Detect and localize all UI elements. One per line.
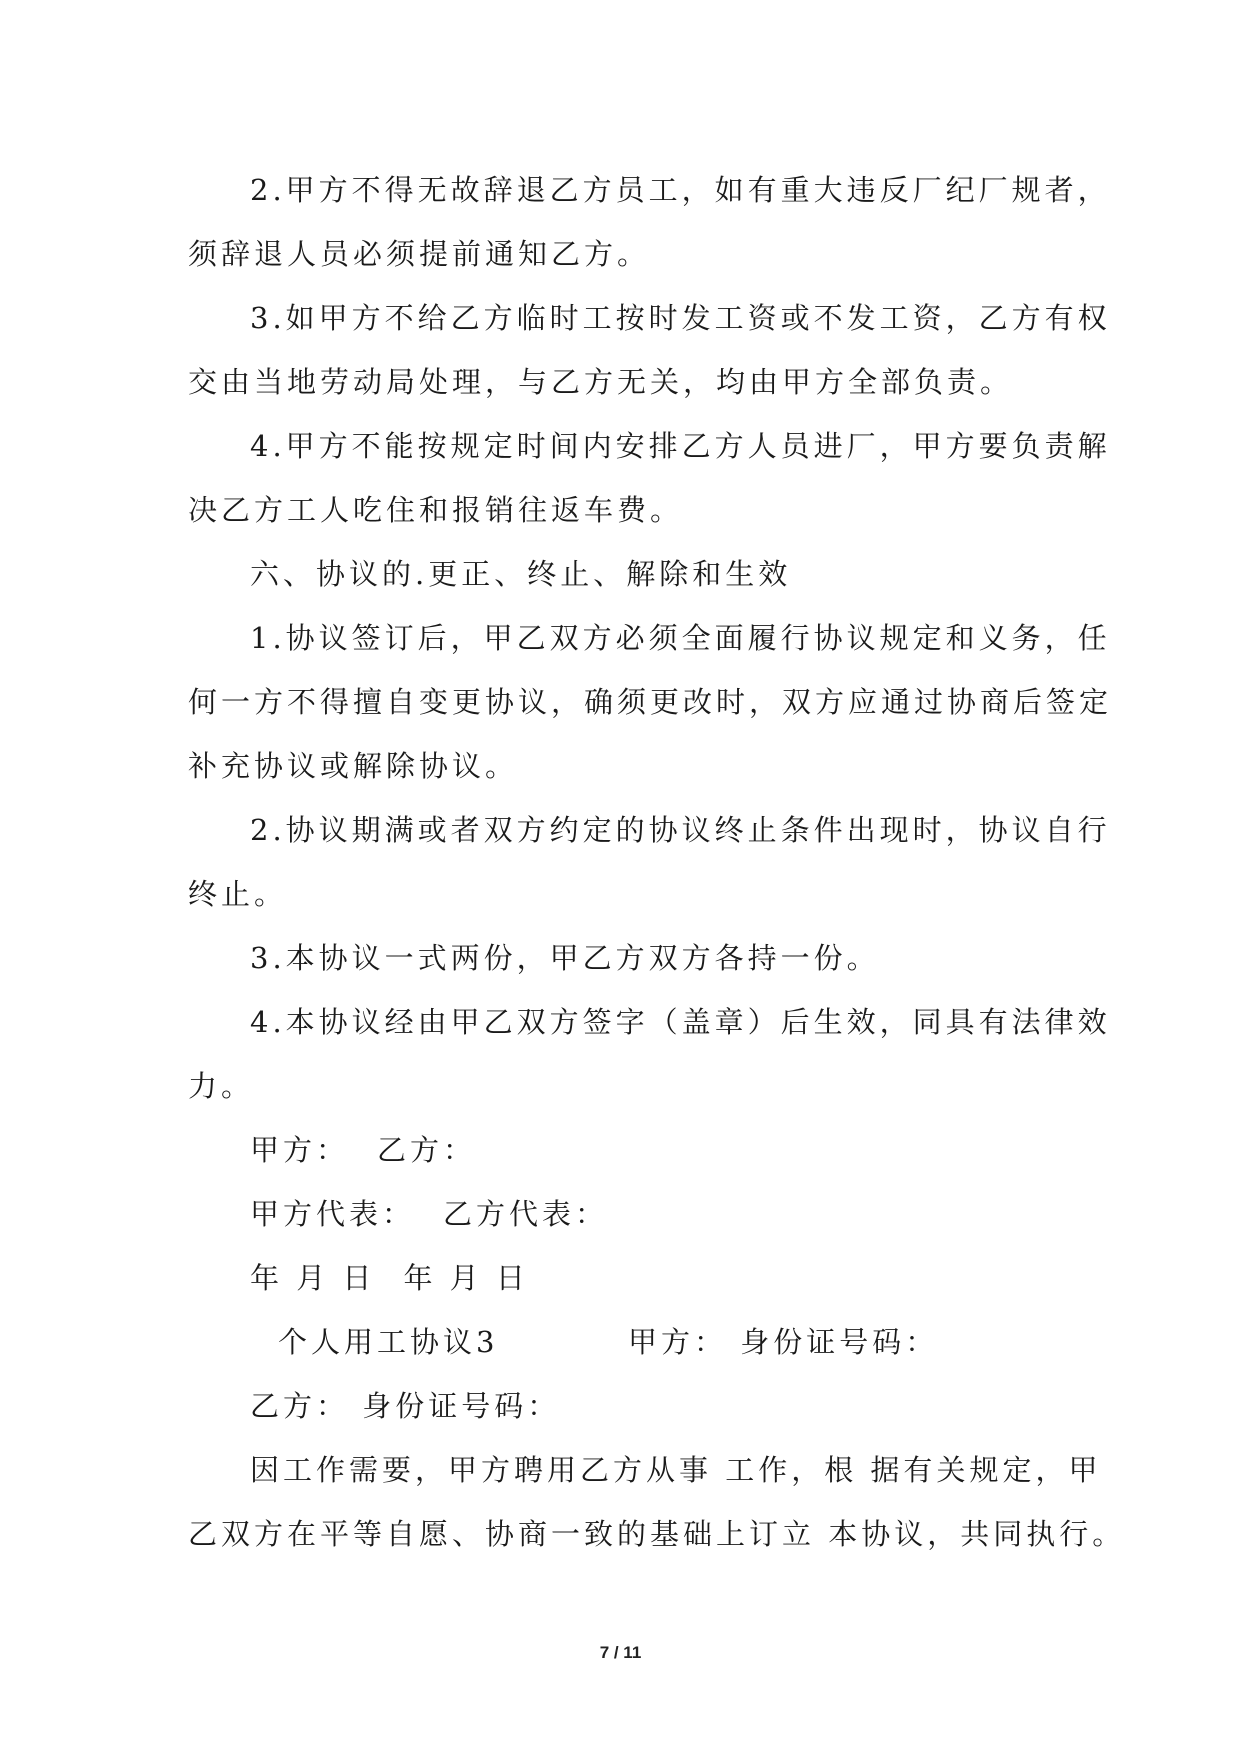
rep-b-label: 乙方代表：: [443, 1197, 609, 1231]
paragraph-line: 因工作需要，甲方聘用乙方从事 工作，根 据有关规定，甲: [250, 1453, 1102, 1487]
signature-representatives: [188, 1182, 1053, 1246]
paragraph-line: 4.甲方不能按规定时间内安排乙方人员进厂，甲方要负责解: [250, 429, 1111, 463]
document-body: [188, 158, 1126, 1566]
rep-a-label: 甲方代表：: [250, 1197, 416, 1231]
agreement-party-b-line: 乙方： 身份证号码：: [250, 1389, 561, 1423]
paragraph-line: 3.本协议一式两份，甲乙方双方各持一份。: [250, 941, 880, 975]
paragraph-line: 补充协议或解除协议。: [188, 749, 519, 783]
paragraph-line: 乙双方在平等自愿、协商一致的基础上订立 本协议，共同执行。: [188, 1517, 1126, 1551]
signature-parties: [188, 1118, 1053, 1182]
party-b-label: 乙方：: [377, 1133, 477, 1167]
date-b-label: 年 月 日: [403, 1261, 529, 1295]
paragraph-line: 交由当地劳动局处理，与乙方无关，均由甲方全部负责。: [188, 365, 1014, 399]
paragraph-line: 3.如甲方不给乙方临时工按时发工资或不发工资，乙方有权: [250, 301, 1111, 335]
signature-dates: [188, 1246, 1053, 1310]
date-a-label: 年 月 日: [250, 1261, 376, 1295]
paragraph-line: 须辞退人员必须提前通知乙方。: [188, 237, 651, 271]
paragraph-line: 终止。: [188, 877, 288, 911]
paragraph-line: 何一方不得擅自变更协议，确须更改时，双方应通过协商后签定: [188, 685, 1113, 719]
agreement-title: 个人用工协议3: [278, 1325, 499, 1359]
page-number: 7 / 11: [599, 1643, 642, 1662]
party-a-label: 甲方：: [250, 1133, 350, 1167]
paragraph-line: 力。: [188, 1069, 255, 1103]
paragraph-line: 2.甲方不得无故辞退乙方员工，如有重大违反厂纪厂规者，: [250, 173, 1111, 207]
paragraph-line: 1.协议签订后，甲乙双方必须全面履行协议规定和义务，任: [250, 621, 1111, 655]
agreement-header-row: [188, 1310, 1053, 1374]
agreement-party-a-line: 甲方： 身份证号码：: [628, 1325, 939, 1359]
paragraph-line: 决乙方工人吃住和报销往返车费。: [188, 493, 684, 527]
paragraph-line: 2.协议期满或者双方约定的协议终止条件出现时，协议自行: [250, 813, 1111, 847]
section-heading: 六、协议的.更正、终止、解除和生效: [250, 557, 792, 591]
paragraph-line: 4.本协议经由甲乙双方签字（盖章）后生效，同具有法律效: [250, 1005, 1111, 1039]
